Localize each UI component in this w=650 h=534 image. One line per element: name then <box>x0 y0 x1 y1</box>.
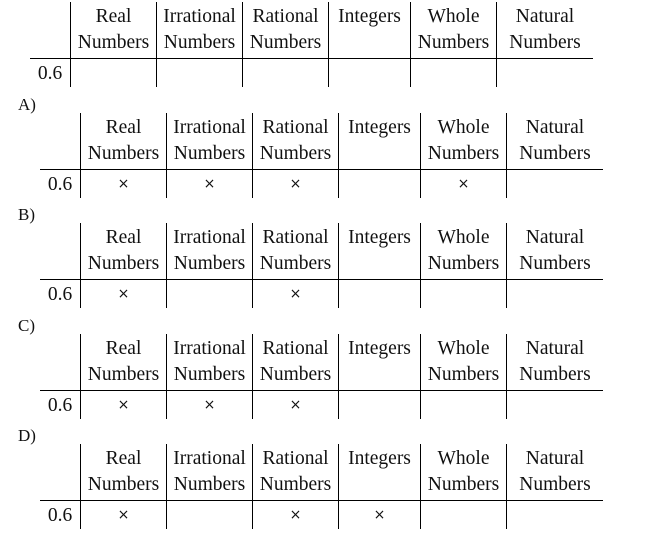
mark-cell: × <box>80 392 166 419</box>
column-header <box>166 113 252 171</box>
column-header <box>70 2 156 60</box>
column-header <box>338 334 420 392</box>
mark-cell: × <box>166 171 252 198</box>
mark-cell <box>420 281 506 308</box>
header-line-2: Numbers <box>427 474 500 495</box>
column-header <box>252 334 338 392</box>
option-label: A) <box>18 95 36 114</box>
column-header <box>242 2 328 60</box>
header-line-1: Natural <box>525 117 585 138</box>
header-line-1: Natural <box>515 6 575 27</box>
header-line-2: Numbers <box>87 253 160 274</box>
header-line-1: Whole <box>437 227 490 248</box>
row-label: 0.6 <box>37 63 63 84</box>
mark-cell: × <box>80 502 166 529</box>
mark-cell: × <box>166 392 252 419</box>
mark-cell: × <box>80 171 166 198</box>
header-line-1: Natural <box>525 227 585 248</box>
header-line-1: Integers <box>348 227 411 248</box>
header-line-1: Irrational <box>173 227 246 248</box>
header-line-2: Numbers <box>519 474 591 495</box>
mark-cell <box>496 60 593 87</box>
header-line-1: Rational <box>262 448 329 469</box>
mark-cell <box>328 60 410 87</box>
option-label: C) <box>18 316 35 335</box>
column-header <box>80 334 166 392</box>
header-line-1: Real <box>105 117 142 138</box>
column-header <box>338 444 420 502</box>
header-line-1: Whole <box>427 6 480 27</box>
header-line-2: Numbers <box>173 253 246 274</box>
mark-cell <box>506 281 603 308</box>
column-header <box>156 2 242 60</box>
mark-cell <box>338 392 420 419</box>
header-line-2: Numbers <box>427 143 500 164</box>
column-header <box>420 223 506 281</box>
mark-cell <box>70 60 156 87</box>
mark-cell: × <box>252 281 338 308</box>
header-line-1: Integers <box>348 338 411 359</box>
header-line-1: Rational <box>262 338 329 359</box>
header-line-1: Natural <box>525 338 585 359</box>
header-line-2: Numbers <box>259 253 332 274</box>
header-line-2: Numbers <box>519 253 591 274</box>
column-header <box>166 334 252 392</box>
option-label: B) <box>18 205 35 224</box>
header-line-2: Numbers <box>77 32 150 53</box>
column-header <box>80 223 166 281</box>
mark-cell: × <box>252 502 338 529</box>
column-header <box>252 223 338 281</box>
column-header <box>420 113 506 171</box>
header-line-2: Numbers <box>427 253 500 274</box>
column-header <box>252 113 338 171</box>
column-header <box>496 2 593 60</box>
column-header <box>80 444 166 502</box>
column-header <box>328 2 410 60</box>
mark-cell <box>338 281 420 308</box>
column-header <box>166 444 252 502</box>
mark-cell: × <box>338 502 420 529</box>
mark-cell <box>166 281 252 308</box>
mark-cell <box>410 60 496 87</box>
header-line-1: Irrational <box>173 338 246 359</box>
header-line-2: Numbers <box>173 364 246 385</box>
header-line-2: Numbers <box>87 474 160 495</box>
header-line-1: Real <box>105 338 142 359</box>
header-line-1: Integers <box>338 6 401 27</box>
header-line-1: Integers <box>348 117 411 138</box>
header-line-2: Numbers <box>173 474 246 495</box>
header-line-1: Rational <box>252 6 319 27</box>
column-header <box>506 334 603 392</box>
mark-cell: × <box>252 171 338 198</box>
mark-cell <box>338 171 420 198</box>
header-line-1: Integers <box>348 448 411 469</box>
header-line-2: Numbers <box>259 364 332 385</box>
mark-cell: × <box>252 392 338 419</box>
column-header <box>506 113 603 171</box>
column-header <box>166 223 252 281</box>
mark-cell <box>156 60 242 87</box>
mark-cell: × <box>80 281 166 308</box>
mark-cell <box>420 502 506 529</box>
mark-cell: × <box>420 171 506 198</box>
header-line-2: Numbers <box>163 32 236 53</box>
mark-cell <box>506 171 603 198</box>
column-header <box>410 2 496 60</box>
header-line-2: Numbers <box>173 143 246 164</box>
header-line-2: Numbers <box>259 143 332 164</box>
mark-cell <box>166 502 252 529</box>
header-line-1: Rational <box>262 117 329 138</box>
header-line-1: Irrational <box>173 448 246 469</box>
column-header <box>420 334 506 392</box>
mark-cell <box>506 502 603 529</box>
column-header <box>80 113 166 171</box>
header-line-1: Whole <box>437 117 490 138</box>
column-header <box>252 444 338 502</box>
row-label: 0.6 <box>47 505 73 526</box>
column-header <box>420 444 506 502</box>
row-label: 0.6 <box>47 284 73 305</box>
header-line-2: Numbers <box>427 364 500 385</box>
mark-cell <box>420 392 506 419</box>
header-line-2: Numbers <box>519 364 591 385</box>
header-line-1: Irrational <box>173 117 246 138</box>
header-line-2: Numbers <box>87 143 160 164</box>
row-label: 0.6 <box>47 174 73 195</box>
header-line-2: Numbers <box>417 32 490 53</box>
header-line-1: Real <box>105 448 142 469</box>
option-label: D) <box>18 426 36 445</box>
header-line-2: Numbers <box>509 32 581 53</box>
mark-cell <box>506 392 603 419</box>
header-line-2: Numbers <box>519 143 591 164</box>
column-header <box>338 113 420 171</box>
header-line-1: Real <box>95 6 132 27</box>
column-header <box>506 444 603 502</box>
header-line-1: Whole <box>437 448 490 469</box>
header-line-1: Real <box>105 227 142 248</box>
mark-cell <box>242 60 328 87</box>
row-label: 0.6 <box>47 395 73 416</box>
header-line-1: Natural <box>525 448 585 469</box>
header-line-1: Whole <box>437 338 490 359</box>
header-line-2: Numbers <box>249 32 322 53</box>
header-line-2: Numbers <box>259 474 332 495</box>
column-header <box>338 223 420 281</box>
header-line-1: Rational <box>262 227 329 248</box>
header-line-1: Irrational <box>163 6 236 27</box>
column-header <box>506 223 603 281</box>
header-line-2: Numbers <box>87 364 160 385</box>
